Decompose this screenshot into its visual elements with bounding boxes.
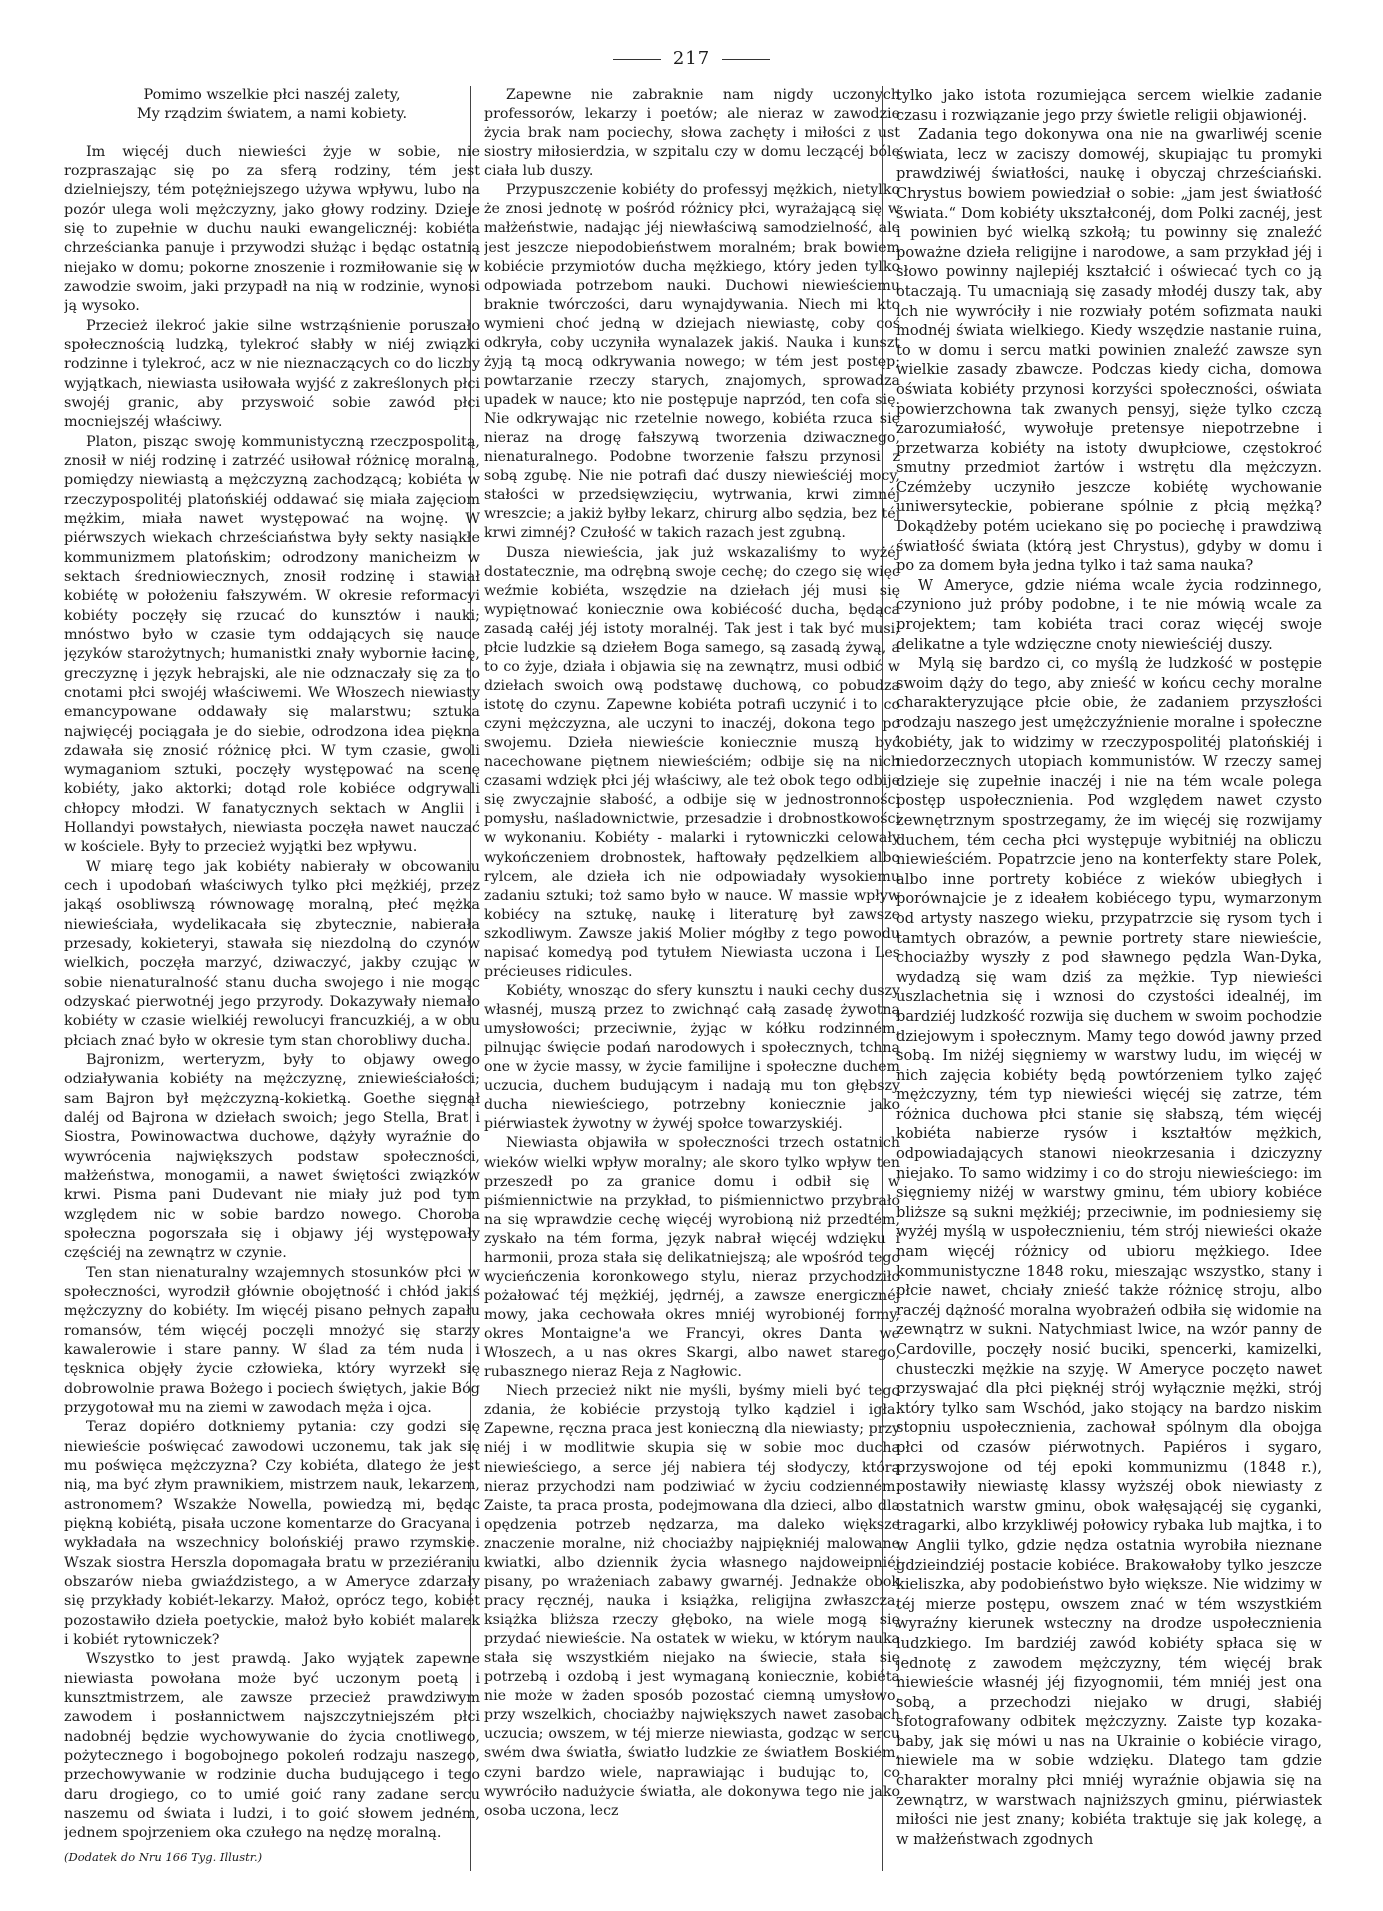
footnote: (Dodatek do Nru 166 Tyg. Illustr.) — [64, 1849, 263, 1864]
paragraph: Teraz dopiéro dotkniemy pytania: czy godzi się niewieście poświęcać zawodowi uczonemu, tak jak się mu poświęca mężczyzna? Czy kobiéta, dlatego że jest nią, ma być złym prawnikiem, mistrzem nauk, lekarzem, astronomem? Wszakże Nowella, powiedzą mi, będąc piękną kobiétą, pisała uczone komentarze do Gracyana i wykładała na wszechnicy bolońskiéj prawo rzymskie. Wszak siostra Herszla dopomagała bratu w przeziéraniu obszarów nieba gwiaździstego, a w Ameryce zdarzały się przykłady kobiét-lekarzy. Małoż, oprócz tego, kobiét pozostawiło dzieła poetyckie, małoż było kobiét malarek i kobiét rytowniczek? — [64, 1419, 480, 1648]
page-number-rule-left — [613, 59, 661, 60]
paragraph: Kobiéty, wnosząc do sfery kunsztu i nauki cechy duszy własnéj, muszą przez to zwichnąć całą zasadę żywotną umysłowości; przeciwnie, żyjąc w kółku rodzinném, pilnując święcie podań narodowych i społecznych, tchną one w życie massy, w życie familijne i społeczne duchem uczucia, duchem budującym i nadają mu ton głębszy ducha niewieściego, potrzebny koniecznie jako piérwiastek żywotny w żywéj społce towarzyskiéj. — [484, 982, 900, 1133]
motto-line: My rządzim światem, a nami kobiety. — [136, 106, 408, 123]
paragraph: Wszystko to jest prawdą. Jako wyjątek zapewne niewiasta powołana może być uczonym poetą i kunsztmistrzem, ale zawsze przecież prawdziwym zawodem i posłannictwem najszczytniejszém płci nadobnéj będzie wychowywanie do życia cnotliwego, pożytecznego i bogobojnego pokoleń rodzaju naszego, przechowywanie w rodzinie ducha budującego i tego daru drogiego, co to umié goić rany zadane sercu naszemu od świata i ludzi, i to goić słowem jedném, jednem spojrzeniem oka czułego na nędzę moralną. — [64, 1651, 480, 1842]
paragraph: Zapewne nie zabraknie nam nigdy uczonych professorów, lekarzy i poetów; ale nieraz w zawodzie życia brak nam pociechy, słowa zachęty i miłości z ust siostry miłosierdzia, w szpitalu czy w domu leczącéj bóle ciała lub duszy. — [484, 87, 900, 180]
paragraph: W miarę tego jak kobiéty nabierały w obcowaniu cech i upodobań właściwych tylko płci mężkiéj, przez jakąś osobliwszą równowagę moralną, płeć mężka niewieściała, wydelikacała się zbytecznie, nabierała przesady, kokieteryi, stawała się niezdolną do czynów wielkich, poczęła marzyć, dziwaczyć, jakby czując w sobie nienaturalność stanu ducha swojego i nie mogąc odzyskać pierwotnéj jego przyrody. Dokazywały niemało kobiéty w czasie wielkiéj rewolucyi francuzkiéj, a w obu płciach znać było w okresie tym stan chorobliwy ducha. — [64, 858, 480, 1049]
motto — [64, 86, 480, 125]
page-number-rule-right — [722, 59, 770, 60]
paragraph: W Ameryce, gdzie niéma wcale życia rodzinnego, czyniono już próby podobne, i te nie mówią wcale za projektem; tam kobiéta traci coraz więcéj swoje delikatne a tyle wdzięczne cnoty niewieściéj duszy. — [896, 576, 1322, 653]
paragraph: Dusza niewieścia, jak już wskazaliśmy to wyżéj dostatecznie, ma odrębną swoje cechę; do czego się więc weźmie kobiéta, wszędzie na dziełach jéj musi się wypiętnować koniecznie owa kobiécość ducha, będąca zasadą całéj jéj istoty moralnéj. Tak jest i tak być musi; płcie ludzkie są dziełem Boga samego, są zasadą żywą, a to co żyje, działa i objawia się na zewnątrz, musi odbić w dziełach swoich ową podstawę duchową, co pobudza istotę do czynu. Zapewne kobiéta potrafi uczynić i to co czyni mężczyzna, ale uczyni to inaczéj, dokona tego po swojemu. Dzieła niewieście koniecznie muszą być nacechowane piętnem niewieściém; odbije się na nich czasami wdzięk płci jéj właściwy, ale też obok tego odbije się zwyczajnie słabość, a odbije się w jednostronności pomysłu, naśladownictwie, przesadzie i drobnostkowości w wykonaniu. Kobiéty - malarki i rytowniczki celowały wykończeniem drobnostek, haftowały pędzelkiem albo rylcem, ale dzieła ich nie odpowiadały wysokiemu zadaniu sztuki; toż samo było w nauce. W massie wpływ kobiécy na sztukę, naukę i literaturę był zawsze szkodliwym. Zawsze jakiś Molier mógłby z tego powodu napisać komedyą pod tytułem Niewiasta uczona i Les précieuses ridicules. — [484, 544, 900, 980]
paragraph: Niewiasta objawiła w społeczności trzech ostatnich wieków wielki wpływ moralny; ale skoro tylko wpływ ten przeszedł po za granice domu i odbił się w piśmiennictwie na przykład, to piśmiennictwo przybrało na się wprawdzie cechę więcéj wyrobioną niż przedtém, zyskało na tém forma, język nabrał więcéj wdzięku i harmonii, proza stała się delikatniejszą; ale wpośród tego wycieńczenia koronkowego stylu, nieraz przychodziło pożałować téj mężkiéj, jędrnéj, a zawsze energicznéj mowy, jaka cechowała okres mniéj wyrobionéj formy, okres Montaigne'a we Francyi, okres Danta we Włoszech, a u nas okres Skargi, albo nawet starego, rubasznego nieraz Reja z Nagłowic. — [484, 1135, 900, 1381]
text-column-1 — [64, 86, 480, 1871]
paragraph: Platon, pisząc swoję kommunistyczną rzeczpospolitą, znosił w niéj rodzinę i zatrzéć usiłował różnicę moralną, pomiędzy niewiastą a mężczyzną zachodzącą; kobiéta w rzeczypospolitéj platońskiéj oddawać się miała zajęciom mężkim, miała nawet występować na wojnę. W piérwszych wiekach chrześciaństwa były sekty nasiąkłe kommunizmem platońskim; odrodzony manicheizm w sektach średniowiecznych, znosił rodzinę i stawiał kobiétę w położeniu fałszywém. W okresie reformacyi kobiéty poczęły się rzucać do kunsztów i nauki; mnóstwo było w czasie tym oddających się nauce języków starożytnych; humanistki znały wybornie łacinę, greczyznę i język hebrajski, ale nie odznaczały się za to cnotami płci swojéj właściwemi. We Włoszech niewiasty emancypowane oddawały się malarstwu; sztuka najwięcéj pociągała je do siebie, odrodzona idea piękna zdawała się znosić różnicę płci. W tym czasie, gwoli wymaganiom sztuki, poczęły występować na scenę kobiéty, jako aktorki; dotąd role kobiéce odgrywali chłopcy młodzi. W fanatycznych sektach w Anglii i Hollandyi powstałych, niewiasta poczęła nawet nauczać w kościele. Były to przecież wyjątki bez wpływu. — [64, 433, 480, 856]
paragraph: Mylą się bardzo ci, co myślą że ludzkość w postępie swoim dąży do tego, aby znieść w końcu cechy moralne charakteryzujące płcie obie, że zadaniem przyszłości rodzaju naszego jest umężczyźnienie moralne i społeczne kobiéty, jak to widzimy w rzeczypospolitéj platońskiéj i niedorzecznych utopiach kommunistów. W rzeczy samej dzieje się zupełnie inaczéj i nie na tém wcale polega postęp uspołecznienia. Pod względem nawet czysto zewnętrznym spostrzegamy, że im więcéj się rozwijamy duchem, tém cecha płci występuje wybitniéj na obliczu niewieściém. Popatrzcie jeno na konterfekty stare Polek, albo inne portrety kobiéce z wieków ubiegłych i porównajcie je z ideałem kobiécego typu, wymarzonym od artysty naszego wieku, przypatrzcie się rysom tych i tamtych obrazów, a pewnie portrety stare niewieście, chociażby wyszły z pod sławnego pędzla Wan-Dyka, wydadzą się wam dziś za mężkie. Typ niewieści uszlachetnia się i wznosi do czystości idealnéj, im bardziéj ludzkość rozwija się duchem w swoim pochodzie dziejowym i społecznym. Mamy tego dowód jawny przed sobą. Im niżéj sięgniemy w warstwy ludu, im więcéj w nich zajęcia kobiéty będą powtórzeniem tylko zajęć mężczyzny, tém typ niewieści więcéj się zatrze, tém różnica duchowa płci stanie się słabszą, tém więcéj kobiéta nabierze rysów i kształtów mężkich, odpowiadających stanowi nieokrzesania i dziczyzny niejako. To samo widzimy i co do stroju niewieściego: im sięgniemy niżéj w warstwy gminu, tém ubiory kobiéce bliższe są sukni mężkiéj; przeciwnie, im podniesiemy się wyżéj myślą w uspołecznieniu, tém strój niewieści okaże nam więcéj różnicy od ubioru mężkiego. Idee kommunistyczne 1848 roku, mieszając wszystko, stany i płcie nawet, chciały znieść także różnicę stroju, albo raczéj dążność moralna wyobrażeń odbiła się widomie na zewnątrz w sukni. Natychmiast lwice, na wzór panny de Cardoville, poczęły nosić buciki, spencerki, kamizelki, chusteczki mężkie na szyję. W Ameryce poczęto nawet przyswajać dla płci pięknéj strój wyłącznie mężki, strój który tylko sam Wschód, jako stojący na bardzo niskim stopniu uspołecznienia, zachował spólnym dla obojga płci od czasów piérwotnych. Papiéros i sygaro, przyswojone od téj epoki kommunizmu (1848 r.), postawiły niewiastę klassy wyższéj obok niewiasty z ostatnich warstw gminu, obok wałęsającéj się cyganki, tragarki, albo krzykliwéj połowicy rybaka lub majtka, i to w Anglii tylko, gdzie nędza ostatnia wyrobiła nieznane gdzieindziéj postacie kobiéce. Brakowałoby tylko jeszcze kieliszka, aby podobieństwo było większe. Nie widzimy w téj mierze postępu, owszem znać w tém wszystkiém wyraźny kierunek wsteczny na drodze uspołecznienia ludzkiego. Im bardziéj zawód kobiéty spłaca się w jednotę z zawodem mężczyzny, tém więcéj brak niewieście własnéj jéj fizyognomii, tém mniéj jest ona sobą, a przechodzi niejako w drugi, słabiéj sfotografowany odbitek mężczyzny. Zaiste typ kozaka-baby, jak się mówi u nas na Ukrainie o kobiécie virago, niewiele ma w sobie wdzięku. Dlatego tam gdzie charakter moralny płci mniéj wyraźnie objawia się na zewnątrz, w warstwach najniższych gminu, piérwiastek miłości nie jest znany; kobiéta traktuje się jak kolegę, a w małżeństwach zgodnych — [896, 655, 1322, 1848]
page-number: 217 — [0, 48, 1383, 69]
paragraph: Zadania tego dokonywa ona nie na gwarliwéj scenie świata, lecz w zaciszy domowéj, skupiając tu promyki prawdziwéj światłości, naukę i obyczaj chrześciański. Chrystus bowiem powiedział o sobie: „jam jest światłość świata.“ Dom kobiéty ukształconéj, dom Polki zacnéj, jest i powinien być wielką szkołą; tu powinny się znaleźć poważne dzieła religijne i narodowe, a sam przykład jéj i słowo powinny najlepiéj kształcić i oświecać tych co ją otaczają. Tu umacniają się zasady młodéj duszy tak, aby ich nie wywróciły i nie rozwiały potém sofizmata nauki modnéj świata wielkiego. Kiedy wszędzie nastanie ruina, to w domu i sercu matki powinien znaleźć zawsze syn wielkie zasady zbawcze. Podczas kiedy cicha, domowa oświata kobiéty przynosi korzyści społeczności, oświata powierzchowna tak zwanych pensyj, sięże tylko czczą zarozumiałość, wywołuje pretensye niepotrzebne i przetwarza kobiéty na istoty dwupłciowe, częstokroć smutny przedmiot żartów i wstrętu dla mężczyzn. Czémżeby uczyniło jeszcze kobiétę wychowanie uniwersyteckie, pobierane spólnie z płcią mężką? Dokądżeby potém uciekano się po pociechę i prawdziwą światłość świata (którą jest Chrystus), gdyby w domu i po za domem była jedna tylko i taż sama nauka? — [896, 126, 1322, 575]
paragraph: Ten stan nienaturalny wzajemnych stosunków płci w społeczności, wyrodził głównie obojętność i chłód jakiś mężczyzny do kobiéty. Im więcéj pisano pełnych zapału romansów, tém więcéj poczęli mnożyć się starzy kawalerowie i stare panny. W ślad za tém nuda i tęsknica objęły życie człowieka, który wyrzekł się dobrowolnie prawa Bożego i pociech świętych, jakie Bóg przygotował mu na ziemi w zawodach męża i ojca. — [64, 1264, 480, 1416]
paragraph: Niech przecież nikt nie myśli, byśmy mieli być tego zdania, że kobiécie przystoją tylko kądziel i igła. Zapewne, ręczna praca jest konieczną dla niewiasty; przy niéj i w modlitwie skupia się w sobie moc ducha niewieściego, a serce jéj nabiera téj słodyczy, którą nieraz przychodzi nam podziwiać w życiu codzienném. Zaiste, ta praca prosta, podejmowana dla dzieci, albo dla opędzenia potrzeb nędzarza, ma daleko większe znaczenie moralne, niż chociażby najpiękniéj malowane kwiatki, albo dziennik życia własnego najdoweipniéj pisany, po wrażeniach zabawy gwarnéj. Jednakże obok pracy ręcznéj, nauka i książka, religijna zwłaszcza, książka bliższa rzeczy głęboko, na wiele mogą się przydać niewieście. Na ostatek w wieku, w którym nauka stała się wszystkiém niejako na świecie, stała się potrzebą i ozdobą i jest wymaganą koniecznie, kobiéta nie może w żaden sposób pozostać ciemną umysłowo, przy wszelkich, chociażby największych nawet zasobach uczucia; owszem, w téj mierze niewiasta, godząc w sercu swém dwa światła, światło ludzkie ze światłem Boskiém, czyni bardzo wiele, naprawiając i budując to, co wywróciło nadużycie światła, ale dokonywa tego nie jako osoba uczona, lecz — [484, 1383, 900, 1819]
paragraph: Bajronizm, werteryzm, były to objawy owego odziaływania kobiéty na mężczyznę, zniewieściałości; sam Bajron był mężczyzną-kokietką. Goethe sięgnął daléj od Bajrona w dziełach swoich; jego Stella, Brat i Siostra, Powinowactwa duchowe, dążyły wyraźnie do wywrócenia największych podstaw społeczności, małżeństwa, monogamii, a nawet świętości związków krwi. Pisma pani Dudevant nie miały już pod tym względem nic w sobie bardzo nowego. Choroba społeczna pogorszała się i objawy jéj występowały częściéj na zewnątrz w czynie. — [64, 1052, 480, 1262]
motto-line: Pomimo wszelkie płci naszéj zalety, — [143, 87, 401, 103]
text-column-3 — [896, 86, 1322, 1871]
paragraph: tylko jako istota rozumiejąca sercem wielkie zadanie czasu i rozwiązanie jego przy świetle religii objawionéj. — [896, 87, 1322, 124]
paragraph: Im więcéj duch niewieści żyje w sobie, nie rozpraszając się po za sferą rodziny, tém jest dzielniejszy, tém potężniejszego używa wpływu, lubo na pozór ulega woli mężczyzny, jako głowy rodziny. Dzieje się to zupełnie w duchu nauki ewangelicznéj: kobiéta chrześcianka panuje i przywodzi służąc i będąc ostatnią niejako w domu; pokorne znoszenie i rozmiłowanie się w zawodzie swoim, jaki przypadł na nią w rodzinie, wynosi ją wysoko. — [64, 143, 480, 315]
paragraph: Przypuszczenie kobiéty do professyj mężkich, nietylko że znosi jednotę w pośród różnicy płci, wyrażającą się w małżeństwie, nadając jéj niewłaściwą samodzielność, ale jest jeszcze niepodobieństwem moralném; brak bowiem kobiécie przymiotów ducha mężkiego, który jeden tylko odpowiada potrzebom nauki. Duchowi niewieściemu braknie twórczości, daru wynajdywania. Niech mi kto wymieni choć jedną w dziejach niewiastę, coby coś odkryła, coby uczyniła wynalazek jakiś. Nauka i kunszt żyją tą mocą odkrywania nowego; w tém jest postęp; powtarzanie rzeczy starych, znajomych, sprowadza upadek w nauce; kto nie postępuje naprzód, ten cofa się. Nie odkrywając nic rzetelnie nowego, kobiéta rzuca się nieraz na drogę fałszywą tworzenia dziwacznego, nienaturalnego. Podobne tworzenie fałszu przynosi z sobą zgubę. Nie nie potrafi dać duszy niewieściéj mocy, stałości w przedsięwzięciu, wytrwania, krwi zimnéj wreszcie; a jakiż byłby lekarz, chirurg albo sędzia, bez téj krwi zimnéj? Czułość w takich razach jest zgubną. — [484, 182, 900, 542]
text-column-2 — [484, 86, 900, 1871]
paragraph: Przecież ilekroć jakie silne wstrząśnienie poruszało społecznością ludzką, tylekroć słabły w niéj związki rodzinne i tylekroć, acz w nie nieznaczących co do liczby wyjątkach, niewiasta usiłowała wyjść z zakreślonych płci swojéj granic, aby przyswoić sobie zawód płci mocniejszéj właściwy. — [64, 317, 480, 431]
